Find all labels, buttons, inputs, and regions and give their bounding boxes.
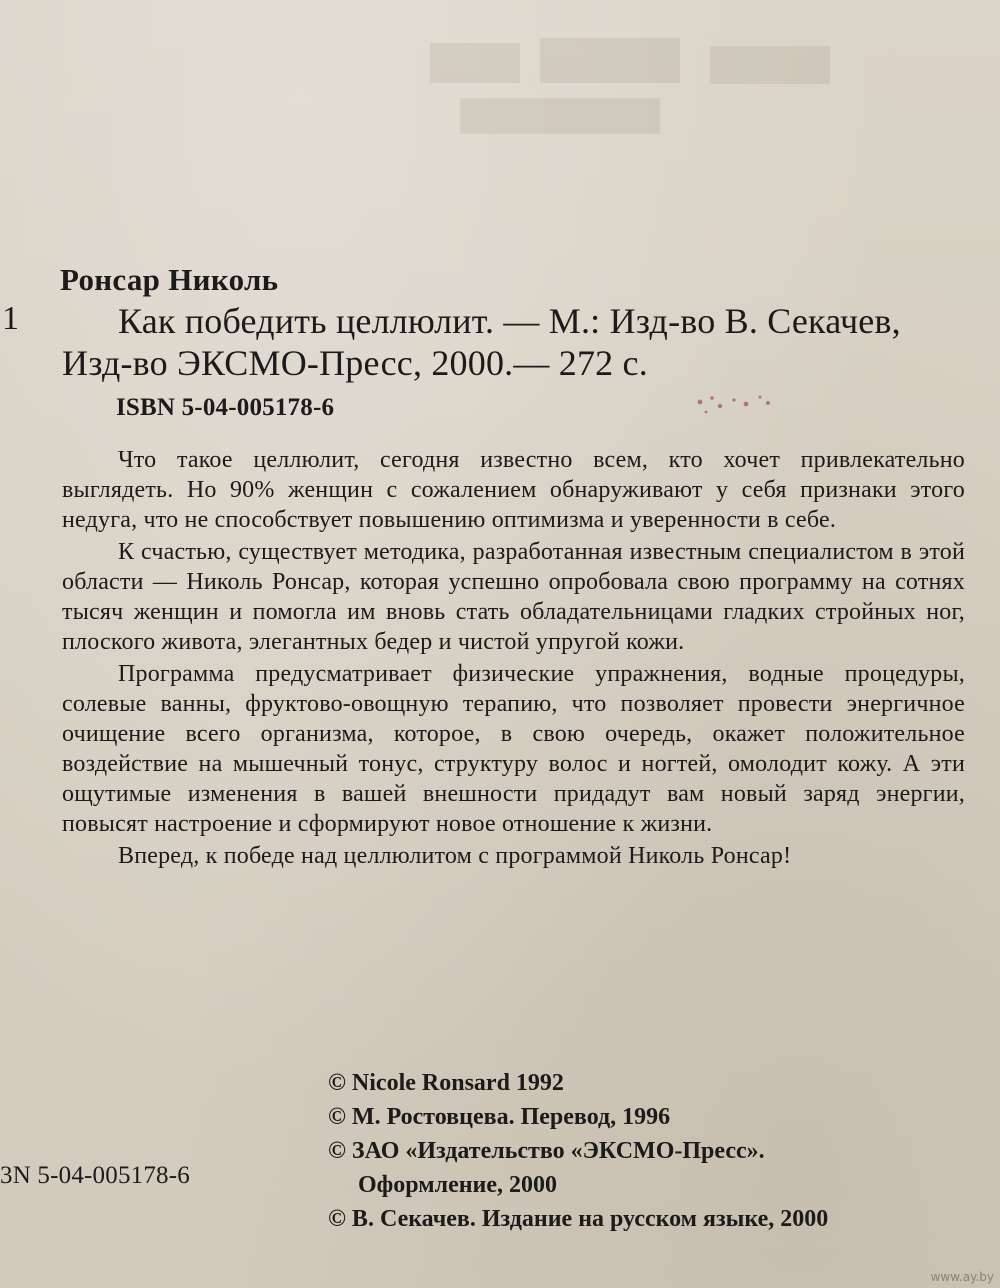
stain-dot-3 bbox=[718, 404, 722, 408]
copyright-line-3: © ЗАО «Издательство «ЭКСМО-Пресс». bbox=[328, 1138, 765, 1164]
copyright-block bbox=[328, 1066, 968, 1236]
annotation-paragraph-3: Программа предусматривает физические упражнения, водные процедуры, солевые ванны, фруктово-овощную терапию, что позволяет провести энергичное очищение всего организма, которое, в свою очередь, окажет положительное воздействие на мышечный тонус, структуру волос и ногтей, омолодит кожу. А эти ощутимые изменения в вашей внешности придадут вам новый заряд энергии, повысят настроение и сформируют новое отношение к жизни. bbox=[62, 661, 965, 837]
isbn-top: ISBN 5-04-005178-6 bbox=[116, 394, 335, 421]
site-watermark: www.ay.by bbox=[930, 1270, 994, 1284]
stain-dot-4 bbox=[732, 398, 735, 401]
bleed-block-4 bbox=[460, 98, 660, 134]
stain-dot-2 bbox=[710, 396, 714, 400]
copyright-line-5: © В. Секачев. Издание на русском языке, 2000 bbox=[328, 1206, 829, 1232]
stain-dot-6 bbox=[759, 396, 762, 399]
annotation-paragraph-2: К счастью, существует методика, разработанная известным специалистом в этой области — Николь Ронсар, которая успешно опробовала свою программу на сотнях тысяч женщин и помогла им вновь стать обладательницами гладких стройных ног, плоского живота, элегантных бедер и чистой упругой кожи. bbox=[62, 539, 965, 655]
copyright-line-2: © М. Ростовцева. Перевод, 1996 bbox=[328, 1104, 671, 1130]
stain-dot-1 bbox=[698, 400, 703, 405]
isbn-bottom: 3N 5-04-005178-6 bbox=[0, 1162, 190, 1189]
title-line-2: Изд-во ЭКСМО-Пресс, 2000.— 272 с. bbox=[62, 343, 648, 383]
ink-stain-svg bbox=[690, 388, 780, 418]
bleed-block-1 bbox=[430, 43, 520, 83]
stain-dot-5 bbox=[744, 402, 749, 407]
copyright-line-1: © Nicole Ronsard 1992 bbox=[328, 1070, 564, 1096]
copyright-line-4: Оформление, 2000 bbox=[358, 1172, 558, 1198]
title-line-1: Как победить целлюлит. — М.: Изд-во В. Секачев, bbox=[118, 301, 901, 341]
bleed-through-texture bbox=[420, 28, 960, 148]
stain-dot-7 bbox=[766, 401, 770, 405]
bleed-block-3 bbox=[710, 46, 830, 84]
stain-dot-8 bbox=[705, 411, 708, 414]
bleed-block-2 bbox=[540, 38, 680, 83]
author-name: Ронсар Николь bbox=[60, 262, 279, 297]
annotation-paragraph-1: Что такое целлюлит, сегодня известно всем, кто хочет привлекательно выглядеть. Но 90% женщин с сожалением обнаруживают у себя признаки этого недуга, что не способствует повышению оптимизма и уверенности в себе. bbox=[62, 447, 965, 533]
ink-stain bbox=[690, 388, 780, 418]
catalog-mark: 1 bbox=[2, 300, 19, 337]
bleed-through-svg bbox=[420, 28, 960, 148]
annotation-text bbox=[62, 445, 965, 871]
annotation-paragraph-4: Вперед, к победе над целлюлитом с программой Николь Ронсар! bbox=[118, 843, 792, 869]
